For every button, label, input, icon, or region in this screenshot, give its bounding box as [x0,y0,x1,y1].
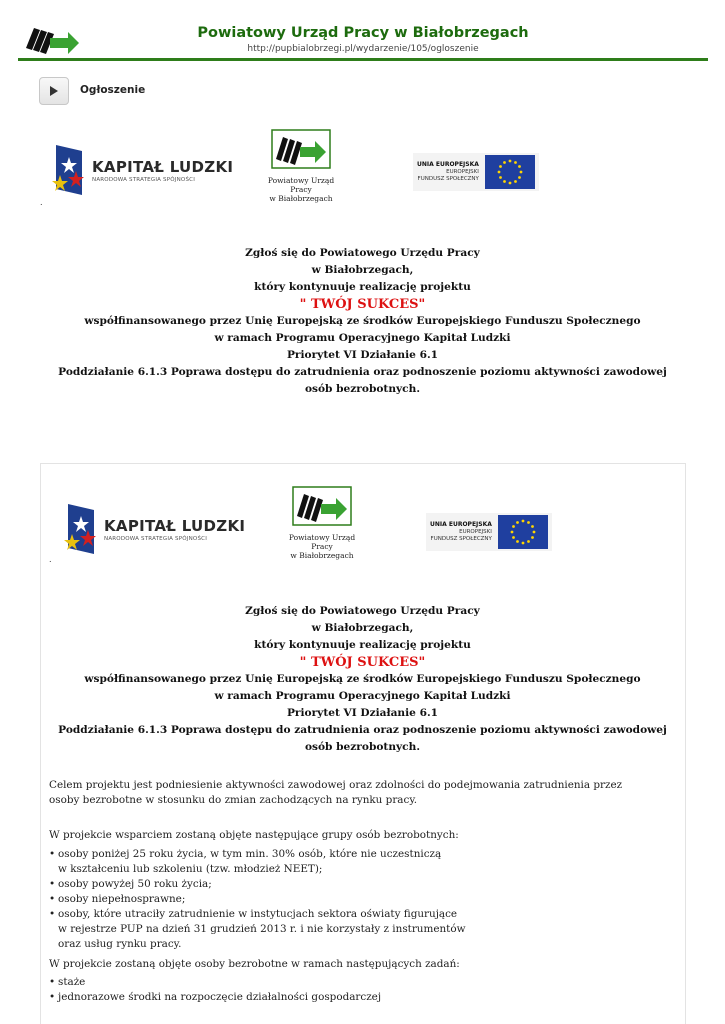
kapital-ludzki-logo [52,141,233,199]
list-item [49,975,381,990]
pup-caption-line2: w Białobrzegach [269,194,333,203]
pup-logo [256,129,346,203]
list-item [49,990,381,1005]
ue-line2: EUROPEJSKI [459,529,492,535]
list-item [49,892,466,907]
groups-list [49,847,466,952]
task-1: • staże [58,976,86,988]
list-item [49,907,466,952]
project-name: " TWÓJ SUKCES" [299,655,426,670]
kapital-ludzki-title: KAPITAŁ LUDZKI [92,157,234,176]
kapital-ludzki-title: KAPITAŁ LUDZKI [104,516,246,535]
eu-flag-icon [485,155,535,189]
kapital-ludzki-star-icon [64,500,98,558]
pup-logo-icon [271,129,331,169]
site-header [18,16,708,60]
dot-marker: . [49,555,52,564]
announcement-line4: współfinansowanego przez Unię Europejską ze środków Europejskiego Funduszu Społecznego [84,315,641,327]
group-2-line1: • osoby powyżej 50 roku życia; [58,878,212,890]
goal-line2: osoby bezrobotne w stosunku do zmian zachodzących na rynku pracy. [49,794,418,806]
tasks-list [49,975,381,1005]
kapital-ludzki-subtitle: NARODOWA STRATEGIA SPÓJNOŚCI [104,535,208,542]
kapital-ludzki-subtitle: NARODOWA STRATEGIA SPÓJNOŚCI [92,176,196,183]
announcement-line6: Priorytet VI Działanie 6.1 [286,349,439,361]
announcement-line8: osób bezrobotnych. [304,741,421,753]
site-title: Powiatowy Urząd Pracy w Białobrzegach [197,25,529,41]
announcement-line2: w Białobrzegach, [311,264,414,276]
announcement-line5: w ramach Programu Operacyjnego Kapitał Ludzki [214,690,511,702]
announcement-line1: Zgłoś się do Powiatowego Urzędu Pracy [245,605,480,617]
announcement-line5: w ramach Programu Operacyjnego Kapitał Ludzki [214,332,511,344]
pup-logo-icon [292,486,352,526]
list-item [49,847,466,877]
dot-marker: . [40,198,43,207]
group-4-line3: oraz usług rynku pracy. [58,938,182,950]
announcement-line3: który kontynuuje realizację projektu [254,281,471,293]
ue-logo [426,513,552,551]
pup-caption-line1: Powiatowy Urząd Pracy [267,176,335,194]
announcement-line3: który kontynuuje realizację projektu [254,639,471,651]
section-arrow-button[interactable] [39,77,69,105]
announcement-line7: Poddziałanie 6.1.3 Poprawa dostępu do zatrudnienia oraz podnoszenie poziomu aktywności zawodowej [58,724,667,736]
announcement-line7: Poddziałanie 6.1.3 Poprawa dostępu do zatrudnienia oraz podnoszenie poziomu aktywności zawodowej [58,366,667,378]
section-title: Ogłoszenie [80,84,146,96]
groups-intro: W projekcie wsparciem zostaną objęte następujące grupy osób bezrobotnych: [49,829,459,841]
ue-line3: FUNDUSZ SPOŁECZNY [430,536,492,542]
tasks-intro: W projekcie zostaną objęte osoby bezrobotne w ramach następujących zadań: [49,958,460,970]
group-4-line1: • osoby, które utraciły zatrudnienie w instytucjach sektora oświaty figurujące [58,908,458,920]
announcement-line1: Zgłoś się do Powiatowego Urzędu Pracy [245,247,480,259]
ue-line1: UNIA EUROPEJSKA [430,521,492,528]
ue-line3: FUNDUSZ SPOŁECZNY [417,176,479,182]
announcement-line6: Priorytet VI Działanie 6.1 [286,707,439,719]
group-1-line1: • osoby poniżej 25 roku życia, w tym min. 30% osób, które nie uczestniczą [58,848,442,860]
pup-caption-line1: Powiatowy Urząd Pracy [288,533,356,551]
project-name: " TWÓJ SUKCES" [299,297,426,312]
page-url[interactable]: http://pupbialobrzegi.pl/wydarzenie/105/ogloszenie [247,44,479,54]
group-1-line2: w kształceniu lub szkoleniu (tzw. młodzież NEET); [58,863,323,875]
pup-caption-line2: w Białobrzegach [290,551,354,560]
task-2: • jednorazowe środki na rozpoczęcie działalności gospodarczej [58,991,382,1003]
group-4-line2: w rejestrze PUP na dzień 31 grudzień 2013 r. i nie korzystały z instrumentów [58,923,466,935]
eu-flag-icon [498,515,548,549]
announcement-line2: w Białobrzegach, [311,622,414,634]
list-item [49,877,466,892]
pup-logo [277,486,367,560]
announcement-line8: osób bezrobotnych. [304,383,421,395]
announcement-text [40,603,685,756]
play-arrow-icon [49,85,59,97]
goal-line1: Celem projektu jest podniesienie aktywności zawodowej oraz zdolności do podejmowania zatrudnienia przez [49,779,623,791]
project-goal [49,778,622,808]
kapital-ludzki-star-icon [52,141,86,199]
ue-line1: UNIA EUROPEJSKA [417,161,479,168]
ue-logo [413,153,539,191]
header-divider [18,58,708,61]
announcement-line4: współfinansowanego przez Unię Europejską ze środków Europejskiego Funduszu Społecznego [84,673,641,685]
announcement-text [40,245,685,398]
group-3-line1: • osoby niepełnosprawne; [58,893,186,905]
ue-line2: EUROPEJSKI [446,169,479,175]
kapital-ludzki-logo [64,500,245,558]
